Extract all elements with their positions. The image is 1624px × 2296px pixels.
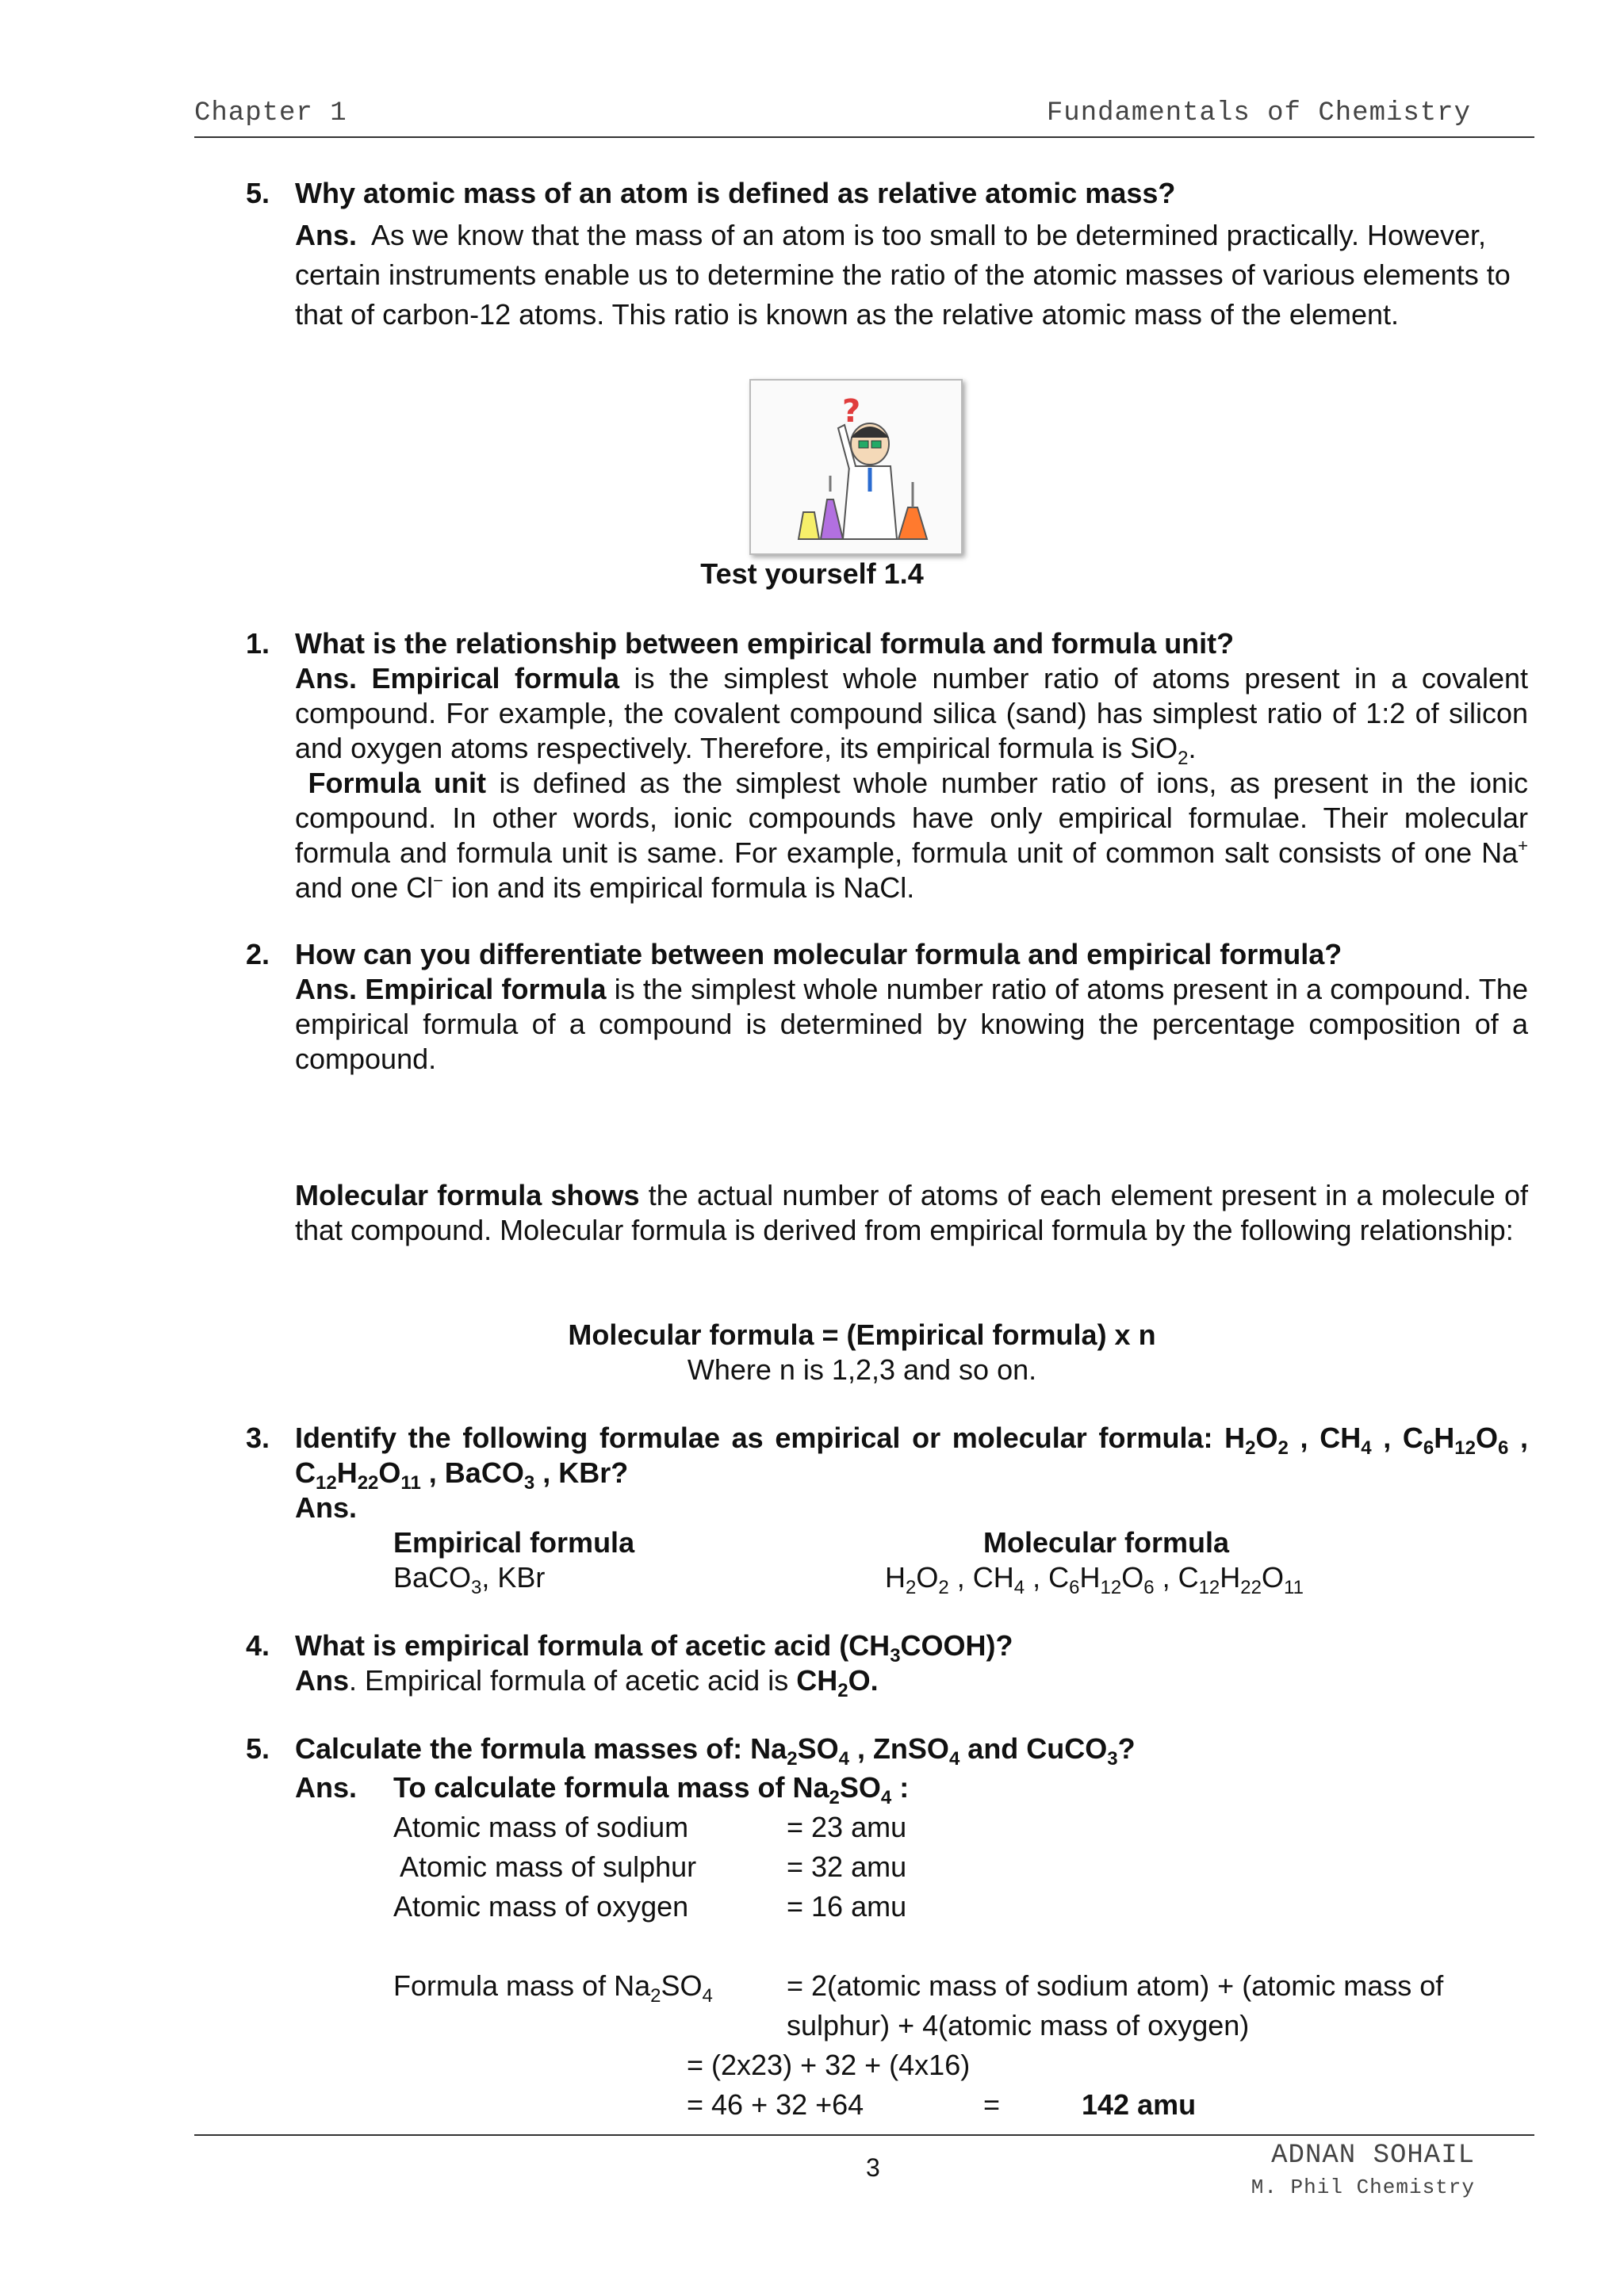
atomic-mass-sulphur-value: = 32 amu	[787, 1850, 907, 1883]
question-text: How can you differentiate between molecular formula and empirical formula?	[295, 938, 1342, 970]
answer-label: Ans.	[295, 973, 358, 1005]
book-title: Fundamentals of Chemistry	[1046, 98, 1471, 128]
atomic-mass-sulphur-label: Atomic mass of sulphur	[393, 1850, 697, 1883]
molecular-list: $H_2O_2$ , $CH_4$ , $C_6H_{12}O_6$ , $C_{12}H_{22}O_{11}$	[885, 1561, 1304, 1598]
chapter-label: Chapter 1	[194, 98, 347, 128]
molecular-formula-equation: Molecular formula = (Empirical formula) x n	[568, 1318, 1156, 1351]
answer-label: Ans	[295, 1664, 350, 1697]
question-text: What is empirical formula of acetic acid (CH	[295, 1629, 891, 1662]
answer-text: is defined as the simplest whole number ratio of ions, as present in the ionic compound. In other words, ionic compounds have only empirical formulae. Their molecular formula and formula unit is same. For example, formula unit of common salt consists of one Na	[295, 767, 1528, 869]
answer-4	[295, 1663, 1528, 1701]
subscript: 2	[1178, 748, 1189, 769]
scientist-illustration	[749, 379, 963, 555]
answer-label: Ans.	[295, 219, 358, 251]
scientist-question-icon	[751, 381, 961, 553]
question-text: Identify the following formulae as empirical or molecular formula:	[295, 1422, 1213, 1454]
term-empirical-formula: Empirical formula	[365, 973, 607, 1005]
calc-equals: =	[983, 2088, 1001, 2121]
equation-note: Where n is 1,2,3 and so on.	[687, 1353, 1037, 1386]
answer-2-empirical	[295, 972, 1528, 1077]
molecular-column-header: Molecular formula	[983, 1526, 1230, 1559]
answer-text: ion and its empirical formula is NaCl.	[451, 871, 915, 904]
calc-step-2: = 46 + 32 +64	[687, 2088, 864, 2121]
formula-mass-label: Formula mass of $Na_2SO_4$	[393, 1969, 713, 2007]
question-text-end: COOH)?	[900, 1629, 1013, 1662]
atomic-mass-sodium-value: = 23 amu	[787, 1811, 907, 1843]
atomic-mass-sodium-label: Atomic mass of sodium	[393, 1811, 689, 1843]
formula-mass-def-2: sulphur) + 4(atomic mass of oxygen)	[787, 2009, 1250, 2042]
svg-text:?: ?	[842, 393, 861, 430]
question-number: 5.	[246, 177, 270, 209]
page-number: 3	[866, 2153, 880, 2182]
calc-result: 142 amu	[1082, 2088, 1197, 2121]
term-formula-unit: Formula unit	[308, 767, 486, 799]
answer-2-molecular	[295, 1178, 1528, 1248]
empirical-list: BaCO$_3$, KBr	[393, 1561, 546, 1598]
answer-text: and one Cl	[295, 871, 434, 904]
answer-label: Ans.	[295, 1491, 358, 1524]
answer-prev-5	[295, 216, 1528, 335]
empirical-list-text: , KBr	[481, 1561, 546, 1594]
question-text: Why atomic mass of an atom is defined as relative atomic mass?	[295, 177, 1176, 209]
question-number: 1.	[246, 627, 270, 660]
test-yourself-title: Test yourself 1.4	[700, 557, 924, 590]
page-header	[194, 95, 1534, 138]
author-name: ADNAN SOHAIL	[1271, 2141, 1475, 2171]
answer-text: the actual number of atoms of each element present in a molecule of that compound. Molecular formula is derived from empirical formula by the following relationship:	[295, 1179, 1529, 1246]
question-number: 5.	[246, 1732, 270, 1765]
author-degree: M. Phil Chemistry	[1251, 2175, 1475, 2199]
question-number: 3.	[246, 1422, 270, 1454]
calc-title-text: To calculate formula mass of Na	[393, 1771, 829, 1804]
footer-divider	[194, 2134, 1534, 2136]
calc-step-1: = (2x23) + 32 + (4x16)	[687, 2049, 971, 2081]
formula-mass-def-1: = 2(atomic mass of sodium atom) + (atomic mass of	[787, 1969, 1444, 2002]
atomic-mass-oxygen-label: Atomic mass of oxygen	[393, 1890, 689, 1923]
answer-text: . Empirical formula of acetic acid is	[349, 1664, 789, 1697]
empirical-column-header: Empirical formula	[393, 1526, 635, 1559]
answer-label: Ans.	[295, 1771, 358, 1804]
answer-text: is the simplest whole number ratio of atoms present in a covalent compound. For example, the covalent compound silica (sand) has simplest ratio of 1:2 of silicon and oxygen atoms respectively. Therefore, its empirical formula is SiO	[295, 662, 1528, 764]
question-text: What is the relationship between empirical formula and formula unit?	[295, 627, 1235, 660]
question-3-text: Identify the following formulae as empirical or molecular formula: $H_2O_2$ , $CH_4$ , $C_6H_{12}O_6$ , $C_{12}H_{22}O_{11}$ , BaCO$_3$ , KBr?	[295, 1422, 1529, 1494]
superscript: +	[1518, 836, 1528, 855]
question-number: 2.	[246, 938, 270, 970]
answer-text: is the simplest whole number ratio of atoms present in a compound. The empirical formula of a compound is determined by knowing the percentage composition of a compound.	[295, 973, 1528, 1075]
question-5-text: Calculate the formula masses of: $Na_2SO_4$ , ZnSO$_4$ and CuCO$_3$?	[295, 1732, 1136, 1770]
answer-formula: $CH_2O$.	[796, 1664, 879, 1701]
calc-title: To calculate formula mass of $Na_2SO_4$ :	[393, 1771, 910, 1808]
answer-1: Ans. Empirical formula is the simplest whole number ratio of atoms present in a covalent compound. For example, the covalent compound silica (sand) has simplest ratio of 1:2 of silicon and oxygen atoms respectively. Therefore, its empirical formula is SiO$_2$. Formula unit is defined as the simplest whole number ratio of ions, as present in the ionic compound. In other words, ionic compounds have only empirical formulae. Their molecular formula and formula unit is same. For example, formula unit of common salt consists of one Na+ and one Cl− ion and its empirical formula is NaCl.	[295, 662, 1528, 904]
superscript: −	[433, 871, 443, 890]
question-text: Calculate the formula masses of: Na	[295, 1732, 787, 1765]
term-empirical-formula: Empirical formula	[371, 662, 620, 695]
answer-text: As we know that the mass of an atom is too small to be determined practically. However, certain instruments enable us to determine the ratio of the atomic masses of various elements to that of carbon-12 atoms. This ratio is known as the relative atomic mass of the element.	[295, 219, 1511, 331]
term-molecular-formula: Molecular formula shows	[295, 1179, 640, 1211]
atomic-mass-oxygen-value: = 16 amu	[787, 1890, 907, 1923]
question-4-text: What is empirical formula of acetic acid $(CH_3COOH)$?	[295, 1629, 1013, 1667]
answer-label: Ans.	[295, 662, 358, 695]
formula-mass-label-text: Formula mass of Na	[393, 1969, 651, 2002]
question-number: 4.	[246, 1629, 270, 1662]
